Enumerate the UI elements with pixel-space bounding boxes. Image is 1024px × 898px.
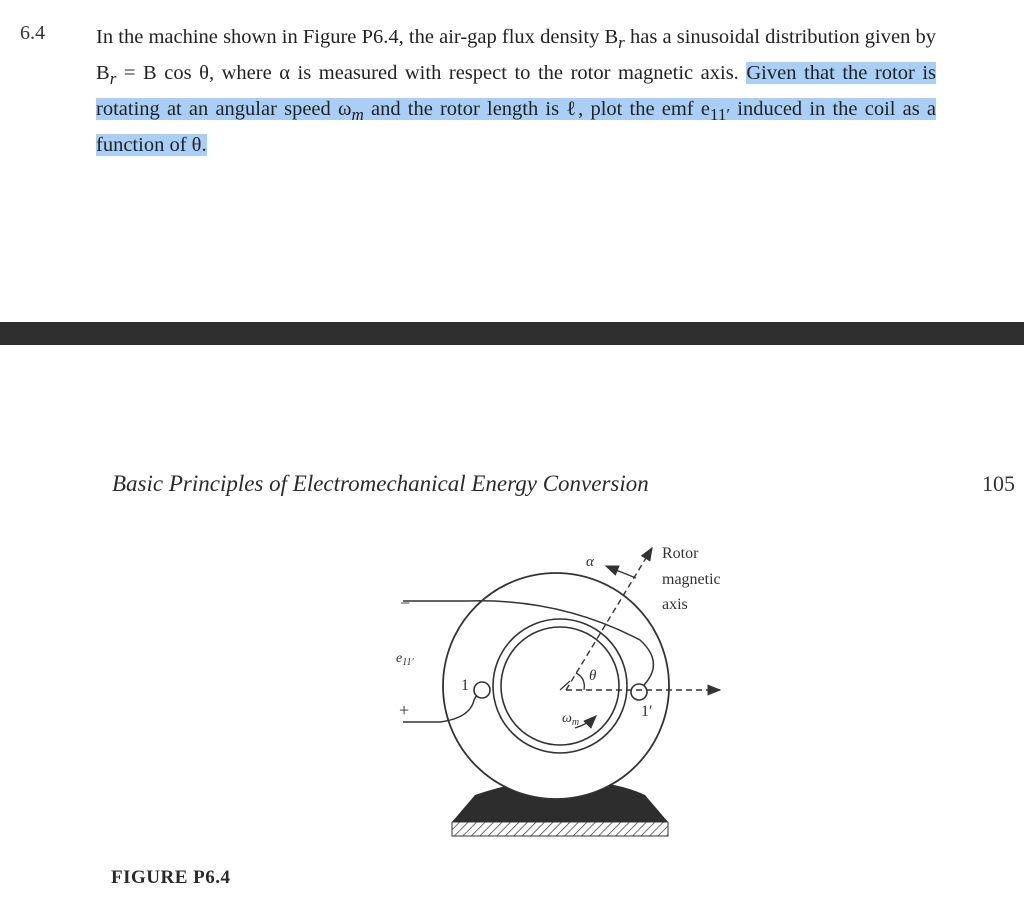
problem-text-part: has a sinusoidal distribution given by B [96,26,936,85]
label-omega-text: ω [562,711,572,726]
label-rotor-line1: Rotor [662,545,699,562]
label-rotor-line2: magnetic [662,571,721,588]
subscript: r [618,33,625,53]
label-emf [396,651,414,668]
problem-text-part: = B cos θ, where α is measured with respect to the rotor magnetic axis. [116,62,747,85]
selected-text-part: Given that the rotor is rotating at an angular speed ω [96,62,936,121]
label-coil-1: 1 [461,677,469,694]
label-theta: θ [589,668,597,684]
label-omega-sub: m [571,717,580,728]
figure-caption: FIGURE P6.4 [111,867,231,888]
page-number: 105 [982,471,1015,496]
label-emf-text: e [396,651,403,666]
conductor-1 [474,682,490,698]
problem-number: 6.4 [20,22,45,44]
label-rotor-line3: axis [662,596,688,613]
subscript: 11′ [709,105,731,125]
conductor-1prime [631,684,647,700]
label-emf-sub: 11′ [402,657,414,668]
label-coil-1prime: 1′ [641,703,653,720]
running-header-title: Basic Principles of Electromechanical Energy Conversion [112,471,649,496]
label-alpha: α [586,554,594,570]
problem-text-part: In the machine shown in Figure P6.4, the air-gap flux density B [96,26,619,48]
subscript: r [109,69,117,89]
ground-hatch [452,822,668,836]
alpha-arrow [606,566,636,578]
subscript: m [351,105,364,125]
label-plus: + [399,700,410,720]
label-minus: − [400,593,411,613]
selected-text-part: induced in the coil as a function of θ. [96,98,936,157]
selected-text-part: and the rotor length is ℓ, plot the emf e [363,98,710,121]
